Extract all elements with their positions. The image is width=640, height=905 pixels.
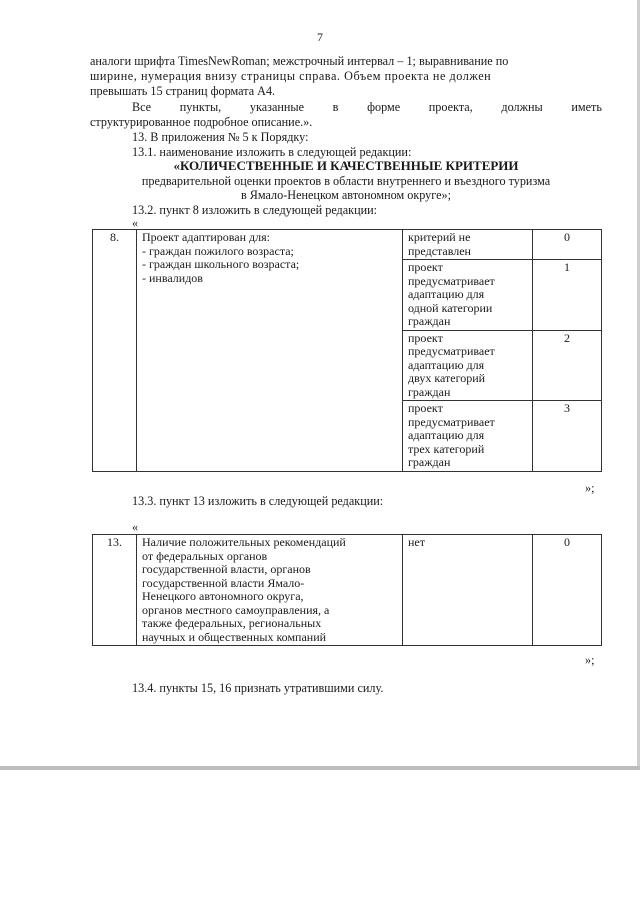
word: должны	[501, 100, 543, 114]
text-line-6: 13. В приложения № 5 к Порядку:	[132, 130, 309, 144]
appendix-subheading-2: в Ямало-Ненецком автономном округе»;	[240, 188, 452, 202]
cell-line: критерий не	[408, 230, 471, 244]
word: форме	[367, 100, 401, 114]
text-line-10: 13.4. пункты 15, 16 признать утратившими силу.	[132, 681, 384, 695]
table-row	[93, 230, 602, 260]
quote-close-1: »;	[585, 481, 595, 495]
criterion-points: 3	[533, 401, 602, 472]
cell-line: от федеральных органов	[142, 548, 268, 563]
text: аналоги шрифта TimesNewRoman; межстрочный интервал – 1; выравнивание по	[90, 54, 509, 68]
cell-line: одной категории	[408, 300, 493, 315]
text-line-7: 13.1. наименование изложить в следующей редакции:	[132, 145, 412, 159]
cell-line: граждан	[408, 455, 451, 469]
word: в	[332, 100, 339, 114]
criteria-table-13	[92, 534, 602, 646]
cell-line: трех категорий	[408, 441, 485, 456]
criterion-number: 8.	[93, 230, 137, 472]
criterion-name	[137, 230, 403, 472]
word: указанные	[249, 100, 304, 114]
criterion-description: нет	[403, 535, 533, 646]
cell-line: граждан	[408, 384, 451, 399]
cell-line: государственной власти Ямало-	[142, 575, 305, 590]
criterion-points: 2	[533, 330, 602, 401]
text-line-4	[132, 100, 602, 114]
appendix-subheading-1: предварительной оценки проектов в области внутреннего и въездного туризма	[141, 174, 551, 188]
quote-open-2: «	[132, 520, 139, 534]
cell-line: проект	[408, 330, 443, 345]
text-line-1	[90, 54, 602, 68]
cell-line: адаптацию для	[408, 428, 485, 442]
criterion-number: 13.	[93, 535, 137, 646]
cell-line: проект	[408, 401, 443, 415]
cell-line: граждан	[408, 314, 451, 328]
word: пункты,	[179, 100, 222, 114]
criterion-description	[403, 401, 533, 472]
text-line-2: ширине, нумерация внизу страницы справа. Объем проекта не должен	[90, 69, 492, 83]
text-line-3: превышать 15 страниц формата А4.	[90, 84, 276, 98]
word: проекта,	[428, 100, 473, 114]
cell-line: - граждан школьного возраста;	[142, 257, 300, 271]
cell-line: предусматривает	[408, 344, 495, 358]
cell-line: адаптацию для	[408, 287, 485, 301]
cell-line: - инвалидов	[142, 270, 203, 285]
text-line-8: 13.2. пункт 8 изложить в следующей редакции:	[132, 203, 378, 217]
cell-line: научных и общественных компаний	[142, 629, 327, 644]
text-line-5: структурированное подробное описание.».	[90, 115, 313, 129]
quote-open-1: «	[132, 216, 139, 230]
criterion-points: 0	[533, 535, 602, 646]
criterion-description	[403, 230, 533, 260]
page-number: 7	[317, 30, 323, 44]
cell-line: также федеральных, региональных	[142, 616, 322, 630]
criterion-points: 0	[533, 230, 602, 260]
cell-line: Наличие положительных рекомендаций	[142, 535, 346, 549]
criteria-table-8	[92, 229, 602, 472]
criterion-points: 1	[533, 260, 602, 331]
cell-line: государственной власти, органов	[142, 562, 311, 576]
cell-line: - граждан пожилого возраста;	[142, 243, 294, 258]
cell-line: Проект адаптирован для:	[142, 230, 270, 244]
cell-line: органов местного самоуправления, а	[142, 602, 330, 617]
cell-line: адаптацию для	[408, 357, 485, 372]
criterion-description	[403, 260, 533, 331]
cell-line: представлен	[408, 243, 471, 258]
cell-line: предусматривает	[408, 414, 495, 429]
cell-line: проект	[408, 260, 443, 274]
quote-close-2: »;	[585, 653, 595, 667]
word: Все	[132, 100, 152, 114]
cell-line: предусматривает	[408, 273, 495, 288]
appendix-heading: «КОЛИЧЕСТВЕННЫЕ И КАЧЕСТВЕННЫЕ КРИТЕРИИ	[173, 158, 519, 173]
word: иметь	[571, 100, 602, 114]
cell-line: Ненецкого автономного округа,	[142, 589, 304, 603]
text-line-9: 13.3. пункт 13 изложить в следующей редакции:	[132, 494, 384, 508]
cell-line: двух категорий	[408, 371, 486, 385]
table-row	[93, 535, 602, 646]
criterion-description	[403, 330, 533, 401]
criterion-name	[137, 535, 403, 646]
